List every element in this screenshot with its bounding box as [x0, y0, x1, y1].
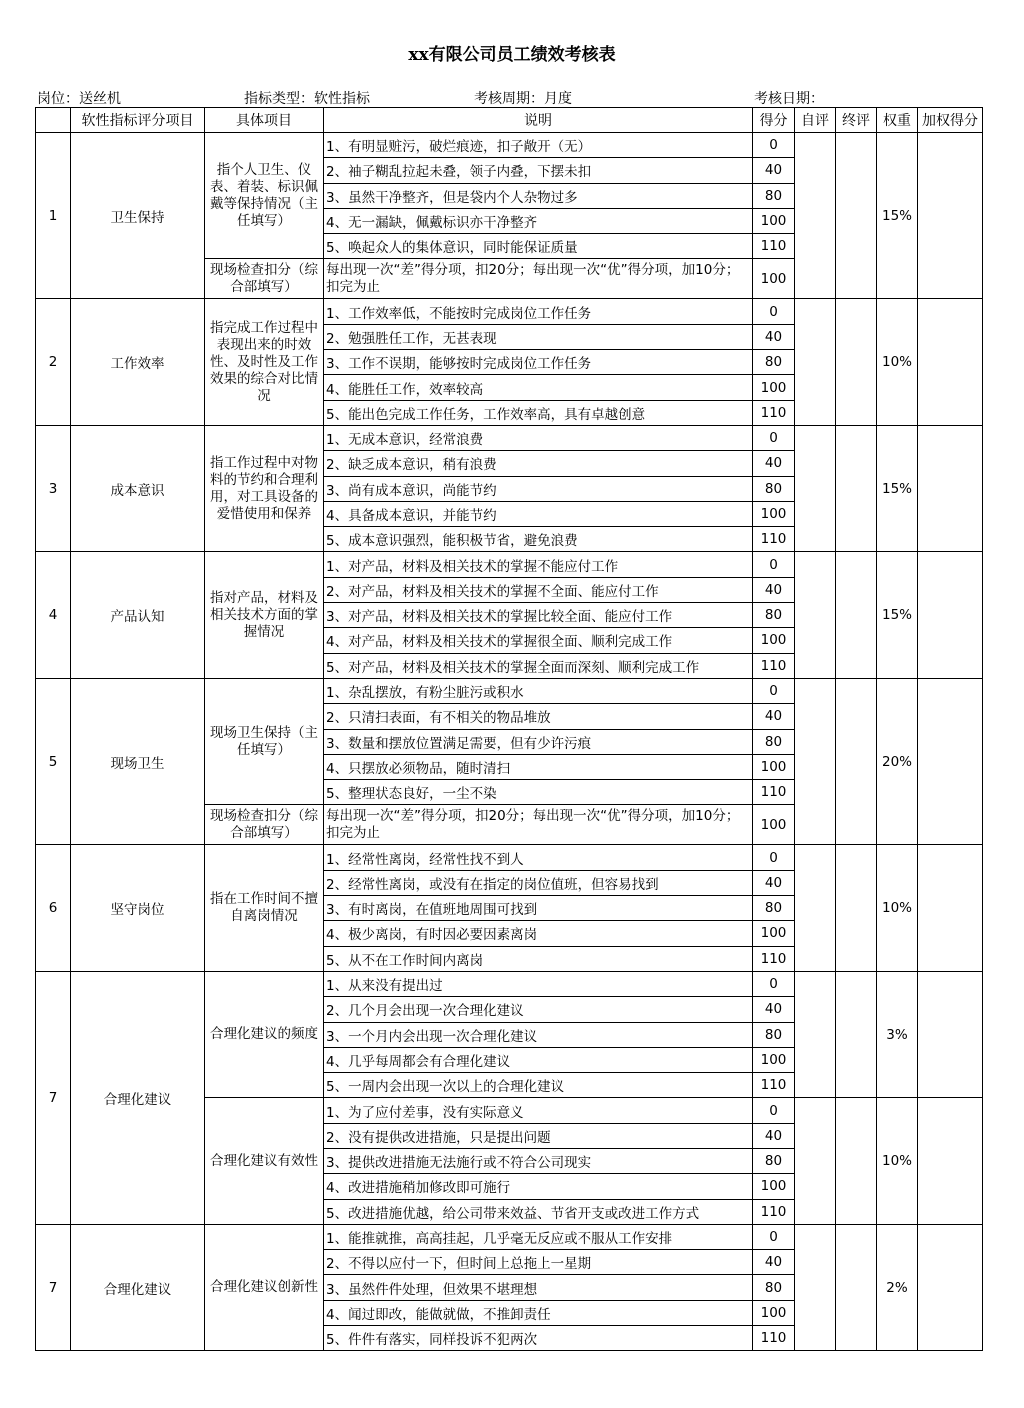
spec-cell: 现场检查扣分（综合部填写）: [205, 259, 324, 299]
weight-cell: 15%: [877, 425, 918, 551]
weight-cell: 3%: [877, 971, 918, 1097]
self-eval-cell[interactable]: [795, 845, 836, 971]
section-number: 1: [36, 133, 71, 299]
header-self: 自评: [795, 108, 836, 133]
score-cell: 0: [753, 299, 795, 324]
spec-cell: 指对产品，材料及相关技术方面的掌握情况: [205, 552, 324, 678]
section-name: 现场卫生: [71, 678, 205, 844]
header-desc: 说明: [324, 108, 753, 133]
description-cell: 4、几乎每周都会有合理化建议: [324, 1047, 753, 1072]
meta-date: 考核日期：: [754, 91, 824, 107]
weight-cell: 10%: [877, 845, 918, 971]
weight-cell: 10%: [877, 1098, 918, 1224]
section-name: 成本意识: [71, 425, 205, 551]
table-row: [36, 552, 983, 577]
weighted-score-cell[interactable]: [918, 971, 983, 1097]
weighted-score-cell[interactable]: [918, 1098, 983, 1224]
table-row: [36, 678, 983, 703]
self-eval-cell[interactable]: [795, 971, 836, 1097]
section-name: 工作效率: [71, 299, 205, 425]
score-cell: 80: [753, 1148, 795, 1173]
weighted-score-cell[interactable]: [918, 133, 983, 299]
score-cell: 0: [753, 845, 795, 870]
table-row: [36, 1224, 983, 1249]
description-cell: 5、一周内会出现一次以上的合理化建议: [324, 1073, 753, 1098]
header-score: 得分: [753, 108, 795, 133]
score-cell: 0: [753, 1098, 795, 1123]
description-cell: 每出现一次“差”得分项，扣20分；每出现一次“优”得分项，加10分；扣完为止: [324, 259, 753, 299]
table-row: [36, 425, 983, 450]
score-cell: 40: [753, 1123, 795, 1148]
description-cell: 3、工作不误期，能够按时完成岗位工作任务: [324, 350, 753, 375]
final-eval-cell[interactable]: [836, 971, 877, 1097]
header-index-cell: [36, 108, 71, 133]
description-cell: 2、缺乏成本意识，稍有浪费: [324, 451, 753, 476]
score-cell: 40: [753, 870, 795, 895]
description-cell: 5、改进措施优越，给公司带来效益、节省开支或改进工作方式: [324, 1199, 753, 1224]
spec-cell: 合理化建议的频度: [205, 971, 324, 1097]
description-cell: 4、对产品，材料及相关技术的掌握很全面、顺利完成工作: [324, 628, 753, 653]
description-cell: 3、尚有成本意识，尚能节约: [324, 476, 753, 501]
description-cell: 每出现一次“差”得分项，扣20分；每出现一次“优”得分项，加10分；扣完为止: [324, 805, 753, 845]
score-cell: 100: [753, 1174, 795, 1199]
self-eval-cell[interactable]: [795, 425, 836, 551]
weight-cell: 2%: [877, 1224, 918, 1350]
score-cell: 80: [753, 729, 795, 754]
spec-cell: 指个人卫生、仪表、着装、标识佩戴等保持情况（主任填写）: [205, 133, 324, 259]
description-cell: 4、闻过即改，能做就做，不推卸责任: [324, 1300, 753, 1325]
description-cell: 5、唤起众人的集体意识，同时能保证质量: [324, 234, 753, 259]
self-eval-cell[interactable]: [795, 133, 836, 299]
weighted-score-cell[interactable]: [918, 299, 983, 425]
section-name: 合理化建议: [71, 971, 205, 1224]
page-title: xx有限公司员工绩效考核表: [408, 45, 616, 65]
self-eval-cell[interactable]: [795, 299, 836, 425]
section-number: 4: [36, 552, 71, 678]
meta-period: 考核周期：月度: [474, 91, 572, 107]
score-cell: 110: [753, 653, 795, 678]
header-weighted: 加权得分: [918, 108, 983, 133]
score-cell: 100: [753, 375, 795, 400]
score-cell: 40: [753, 324, 795, 349]
description-cell: 4、能胜任工作，效率较高: [324, 375, 753, 400]
section-name: 坚守岗位: [71, 845, 205, 971]
description-cell: 2、几个月会出现一次合理化建议: [324, 997, 753, 1022]
weight-cell: 10%: [877, 299, 918, 425]
description-cell: 3、对产品，材料及相关技术的掌握比较全面、能应付工作: [324, 603, 753, 628]
description-cell: 2、经常性离岗，或没有在指定的岗位值班，但容易找到: [324, 870, 753, 895]
score-cell: 110: [753, 780, 795, 805]
description-cell: 2、只清扫表面，有不相关的物品堆放: [324, 704, 753, 729]
score-cell: 110: [753, 1073, 795, 1098]
description-cell: 2、不得以应付一下，但时间上总拖上一星期: [324, 1250, 753, 1275]
score-cell: 110: [753, 234, 795, 259]
description-cell: 2、对产品，材料及相关技术的掌握不全面、能应付工作: [324, 577, 753, 602]
description-cell: 1、从来没有提出过: [324, 971, 753, 996]
description-cell: 1、经常性离岗，经常性找不到人: [324, 845, 753, 870]
table-row: [36, 845, 983, 870]
description-cell: 3、虽然件件处理，但效果不堪理想: [324, 1275, 753, 1300]
description-cell: 5、从不在工作时间内离岗: [324, 946, 753, 971]
header-item: 软性指标评分项目: [71, 108, 205, 133]
final-eval-cell[interactable]: [836, 678, 877, 844]
description-cell: 3、虽然干净整齐，但是袋内个人杂物过多: [324, 183, 753, 208]
score-cell: 0: [753, 971, 795, 996]
weighted-score-cell[interactable]: [918, 1224, 983, 1350]
table-row: [36, 133, 983, 158]
score-cell: 110: [753, 1326, 795, 1351]
score-cell: 0: [753, 133, 795, 158]
description-cell: 4、极少离岗，有时因必要因素离岗: [324, 921, 753, 946]
weight-cell: 15%: [877, 552, 918, 678]
weighted-score-cell[interactable]: [918, 678, 983, 844]
description-cell: 4、改进措施稍加修改即可施行: [324, 1174, 753, 1199]
section-number: 5: [36, 678, 71, 844]
score-cell: 110: [753, 946, 795, 971]
score-cell: 100: [753, 501, 795, 526]
description-cell: 4、只摆放必须物品，随时清扫: [324, 754, 753, 779]
header-final: 终评: [836, 108, 877, 133]
weighted-score-cell[interactable]: [918, 845, 983, 971]
description-cell: 1、杂乱摆放，有粉尘脏污或积水: [324, 678, 753, 703]
spec-cell: 现场检查扣分（综合部填写）: [205, 805, 324, 845]
section-number: 2: [36, 299, 71, 425]
table-row: [36, 971, 983, 996]
score-cell: 0: [753, 678, 795, 703]
spec-cell: 现场卫生保持（主任填写）: [205, 678, 324, 804]
section-name: 产品认知: [71, 552, 205, 678]
score-cell: 80: [753, 183, 795, 208]
description-cell: 5、成本意识强烈，能积极节省，避免浪费: [324, 527, 753, 552]
score-cell: 0: [753, 552, 795, 577]
score-cell: 100: [753, 805, 795, 845]
description-cell: 3、数量和摆放位置满足需要，但有少许污痕: [324, 729, 753, 754]
header-spec: 具体项目: [205, 108, 324, 133]
description-cell: 2、没有提供改进措施，只是提出问题: [324, 1123, 753, 1148]
table-row: [36, 299, 983, 324]
score-cell: 40: [753, 158, 795, 183]
final-eval-cell[interactable]: [836, 133, 877, 299]
description-cell: 5、能出色完成工作任务，工作效率高，具有卓越创意: [324, 400, 753, 425]
score-cell: 100: [753, 1300, 795, 1325]
weighted-score-cell[interactable]: [918, 552, 983, 678]
score-cell: 0: [753, 1224, 795, 1249]
description-cell: 2、袖子糊乱拉起未叠，领子内叠，下摆未扣: [324, 158, 753, 183]
description-cell: 5、整理状态良好，一尘不染: [324, 780, 753, 805]
score-cell: 110: [753, 527, 795, 552]
weight-cell: 15%: [877, 133, 918, 299]
description-cell: 1、为了应付差事，没有实际意义: [324, 1098, 753, 1123]
section-number: 7: [36, 1224, 71, 1350]
description-cell: 4、无一漏缺，佩戴标识亦干净整齐: [324, 208, 753, 233]
final-eval-cell[interactable]: [836, 1098, 877, 1224]
spec-cell: 指在工作时间不擅自离岗情况: [205, 845, 324, 971]
header-row: [36, 108, 983, 133]
description-cell: 1、能推就推，高高挂起，几乎毫无反应或不服从工作安排: [324, 1224, 753, 1249]
header-weight: 权重: [877, 108, 918, 133]
final-eval-cell[interactable]: [836, 299, 877, 425]
meta-indicator-type: 指标类型：软性指标: [244, 91, 370, 107]
spec-cell: 合理化建议有效性: [205, 1098, 324, 1224]
score-cell: 80: [753, 603, 795, 628]
section-name: 卫生保持: [71, 133, 205, 299]
score-cell: 100: [753, 259, 795, 299]
description-cell: 2、勉强胜任工作，无甚表现: [324, 324, 753, 349]
spec-cell: 合理化建议创新性: [205, 1224, 324, 1350]
self-eval-cell[interactable]: [795, 1098, 836, 1224]
section-name: 合理化建议: [71, 1224, 205, 1350]
score-cell: 80: [753, 1275, 795, 1300]
score-cell: 80: [753, 896, 795, 921]
description-cell: 1、工作效率低，不能按时完成岗位工作任务: [324, 299, 753, 324]
score-cell: 40: [753, 997, 795, 1022]
description-cell: 3、有时离岗，在值班地周围可找到: [324, 896, 753, 921]
description-cell: 3、提供改进措施无法施行或不符合公司现实: [324, 1148, 753, 1173]
section-number: 3: [36, 425, 71, 551]
score-cell: 80: [753, 476, 795, 501]
score-cell: 80: [753, 1022, 795, 1047]
appraisal-table: [35, 107, 983, 1351]
description-cell: 4、具备成本意识，并能节约: [324, 501, 753, 526]
score-cell: 40: [753, 577, 795, 602]
description-cell: 1、对产品，材料及相关技术的掌握不能应付工作: [324, 552, 753, 577]
final-eval-cell[interactable]: [836, 552, 877, 678]
description-cell: 1、有明显赃污，破烂痕迹，扣子敞开（无）: [324, 133, 753, 158]
score-cell: 40: [753, 451, 795, 476]
final-eval-cell[interactable]: [836, 1224, 877, 1350]
description-cell: 3、一个月内会出现一次合理化建议: [324, 1022, 753, 1047]
self-eval-cell[interactable]: [795, 678, 836, 844]
score-cell: 100: [753, 628, 795, 653]
meta-position: 岗位：送丝机: [37, 91, 121, 107]
self-eval-cell[interactable]: [795, 552, 836, 678]
final-eval-cell[interactable]: [836, 845, 877, 971]
score-cell: 110: [753, 1199, 795, 1224]
score-cell: 100: [753, 921, 795, 946]
section-number: 7: [36, 971, 71, 1224]
score-cell: 100: [753, 208, 795, 233]
description-cell: 5、对产品，材料及相关技术的掌握全面而深刻、顺利完成工作: [324, 653, 753, 678]
score-cell: 0: [753, 425, 795, 450]
score-cell: 100: [753, 754, 795, 779]
section-number: 6: [36, 845, 71, 971]
score-cell: 40: [753, 1250, 795, 1275]
weighted-score-cell[interactable]: [918, 425, 983, 551]
score-cell: 80: [753, 350, 795, 375]
description-cell: 1、无成本意识，经常浪费: [324, 425, 753, 450]
spec-cell: 指完成工作过程中表现出来的时效性、及时性及工作效果的综合对比情况: [205, 299, 324, 425]
score-cell: 40: [753, 704, 795, 729]
score-cell: 100: [753, 1047, 795, 1072]
weight-cell: 20%: [877, 678, 918, 844]
spec-cell: 指工作过程中对物料的节约和合理利用，对工具设备的爱惜使用和保养: [205, 425, 324, 551]
final-eval-cell[interactable]: [836, 425, 877, 551]
description-cell: 5、件件有落实，同样投诉不犯两次: [324, 1326, 753, 1351]
self-eval-cell[interactable]: [795, 1224, 836, 1350]
score-cell: 110: [753, 400, 795, 425]
